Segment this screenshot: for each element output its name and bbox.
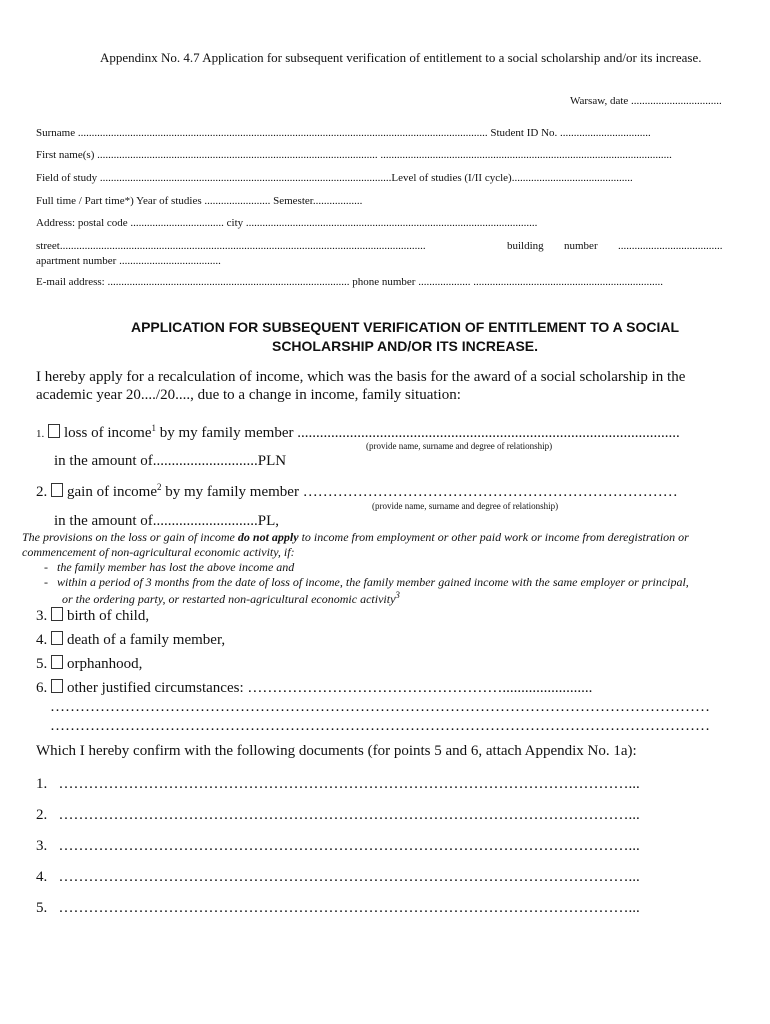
item-gain-of-income xyxy=(36,482,678,501)
intro-line1: I hereby apply for a recalculation of income, which was the basis for the award of a social scholarship in the xyxy=(36,369,686,385)
building-label: building xyxy=(507,240,544,252)
gain-of-income-checkbox[interactable] xyxy=(51,483,63,497)
item5-label: orphanhood, xyxy=(67,656,143,672)
item6-label-field[interactable]: other justified circumstances: ……………………………………………........................ xyxy=(67,680,593,696)
item6-number: 6. xyxy=(36,680,48,696)
item4-label: death of a family member, xyxy=(67,632,226,648)
document-row-3-field[interactable]: ……………………………………………………………………………………………………... xyxy=(58,838,640,854)
provisions-part-c: to income from employment or other paid work or income from deregistration or xyxy=(298,530,689,544)
item-other-circumstances xyxy=(36,679,592,697)
documents-intro: Which I hereby confirm with the following documents (for points 5 and 6, attach Appendix No. 1a): xyxy=(36,743,637,759)
provisions-line2: commencement of non-agricultural economic activity, if: xyxy=(22,545,295,559)
item2-amount-field[interactable]: in the amount of............................PL, xyxy=(54,513,279,529)
item1-footnote: 1 xyxy=(151,423,156,433)
item1-member-field[interactable]: by my family member ...................................................................................................... xyxy=(156,425,680,441)
document-row-4-field[interactable]: ……………………………………………………………………………………………………... xyxy=(58,869,640,885)
document-row-5 xyxy=(36,900,640,917)
provisions-note xyxy=(22,530,689,545)
document-row-1-number: 1. xyxy=(36,776,48,792)
document-row-4 xyxy=(36,869,640,886)
email-phone-field[interactable]: E-mail address: ........................................................................................ phone number ................... ..................................................................... xyxy=(36,276,663,288)
number-label: number xyxy=(564,240,598,252)
item1-hint: (provide name, surname and degree of relationship) xyxy=(366,441,553,451)
application-title-line1: APPLICATION FOR SUBSEQUENT VERIFICATION OF ENTITLEMENT TO A SOCIAL xyxy=(130,319,680,335)
condition-2b-footnote: 3 xyxy=(395,590,400,600)
document-row-4-number: 4. xyxy=(36,869,48,885)
item1-amount-field[interactable]: in the amount of............................PLN xyxy=(54,453,287,469)
provisions-part-a: The provisions on the loss or gain of income xyxy=(22,530,238,544)
document-row-5-number: 5. xyxy=(36,900,48,916)
application-title xyxy=(60,318,750,356)
condition-1 xyxy=(44,560,294,575)
item-loss-of-income xyxy=(36,423,680,442)
item2-member-field[interactable]: by my family member ………………………………………………………………… xyxy=(161,484,678,500)
number-field[interactable]: ...................................... xyxy=(618,240,723,252)
document-row-2 xyxy=(36,807,640,824)
item2-number: 2. xyxy=(36,484,48,500)
field-of-study-field[interactable]: Field of study ..........................................................................................................Level of studies (I/II cycle)............................................ xyxy=(36,172,633,184)
condition-1-text: the family member has lost the above income and xyxy=(57,560,295,574)
item1-label: loss of income xyxy=(64,425,152,441)
apartment-field[interactable]: apartment number ..................................... xyxy=(36,255,221,267)
item2-footnote: 2 xyxy=(156,482,162,492)
death-of-family-member-checkbox[interactable] xyxy=(51,631,63,645)
condition-2b-text: or the ordering party, or restarted non-agricultural economic activity xyxy=(62,592,396,606)
item6-line2-field[interactable]: …………………………………………………………………………………………………………………… xyxy=(50,699,710,715)
item-birth-of-child xyxy=(36,607,149,625)
item2-hint: (provide name, surname and degree of relationship) xyxy=(372,501,559,511)
street-field[interactable]: street..................................................................................................................................... xyxy=(36,240,426,252)
condition-1-dash: - xyxy=(44,560,57,574)
document-row-1 xyxy=(36,776,640,793)
loss-of-income-checkbox[interactable] xyxy=(48,424,60,438)
document-row-2-number: 2. xyxy=(36,807,48,823)
appendix-title: Appendinx No. 4.7 Application for subsequent verification of entitlement to a social scholarship and/or its increase. xyxy=(100,50,702,65)
provisions-emphasis: do not apply xyxy=(237,530,299,544)
condition-2-dash: - xyxy=(44,575,57,589)
first-names-field[interactable]: First name(s) ...................................................................................................... .......................................................................................................... xyxy=(36,149,672,161)
condition-2 xyxy=(44,575,689,590)
item1-number: 1. xyxy=(36,428,45,440)
item6-line3-field[interactable]: …………………………………………………………………………………………………………………… xyxy=(50,718,710,734)
item5-number: 5. xyxy=(36,656,48,672)
item4-number: 4. xyxy=(36,632,48,648)
place-date-field[interactable]: Warsaw, date ................................. xyxy=(570,95,722,107)
application-title-line2: SCHOLARSHIP AND/OR ITS INCREASE. xyxy=(271,338,539,354)
address-field[interactable]: Address: postal code .................................. city .......................................................................................................... xyxy=(36,217,538,229)
item3-label: birth of child, xyxy=(67,608,150,624)
item2-label: gain of income xyxy=(67,484,157,500)
document-row-3 xyxy=(36,838,640,855)
document-row-3-number: 3. xyxy=(36,838,48,854)
document-row-5-field[interactable]: ……………………………………………………………………………………………………... xyxy=(58,900,640,916)
other-circumstances-checkbox[interactable] xyxy=(51,679,63,693)
condition-2-text: within a period of 3 months from the date of loss of income, the family member gained income with the same employer or principal, xyxy=(57,575,689,589)
document-row-1-field[interactable]: ……………………………………………………………………………………………………... xyxy=(58,776,640,792)
surname-field[interactable]: Surname ..................................................................................................................................................... Student ID No. ................................. xyxy=(36,127,651,139)
birth-of-child-checkbox[interactable] xyxy=(51,607,63,621)
condition-2-cont xyxy=(62,590,400,607)
item3-number: 3. xyxy=(36,608,48,624)
document-row-2-field[interactable]: ……………………………………………………………………………………………………... xyxy=(58,807,640,823)
study-mode-field[interactable]: Full time / Part time*) Year of studies ........................ Semester.................. xyxy=(36,195,363,207)
item-death-of-family-member xyxy=(36,631,225,649)
orphanhood-checkbox[interactable] xyxy=(51,655,63,669)
item-orphanhood xyxy=(36,655,142,673)
intro-line2: academic year 20..../20...., due to a change in income, family situation: xyxy=(36,387,461,403)
